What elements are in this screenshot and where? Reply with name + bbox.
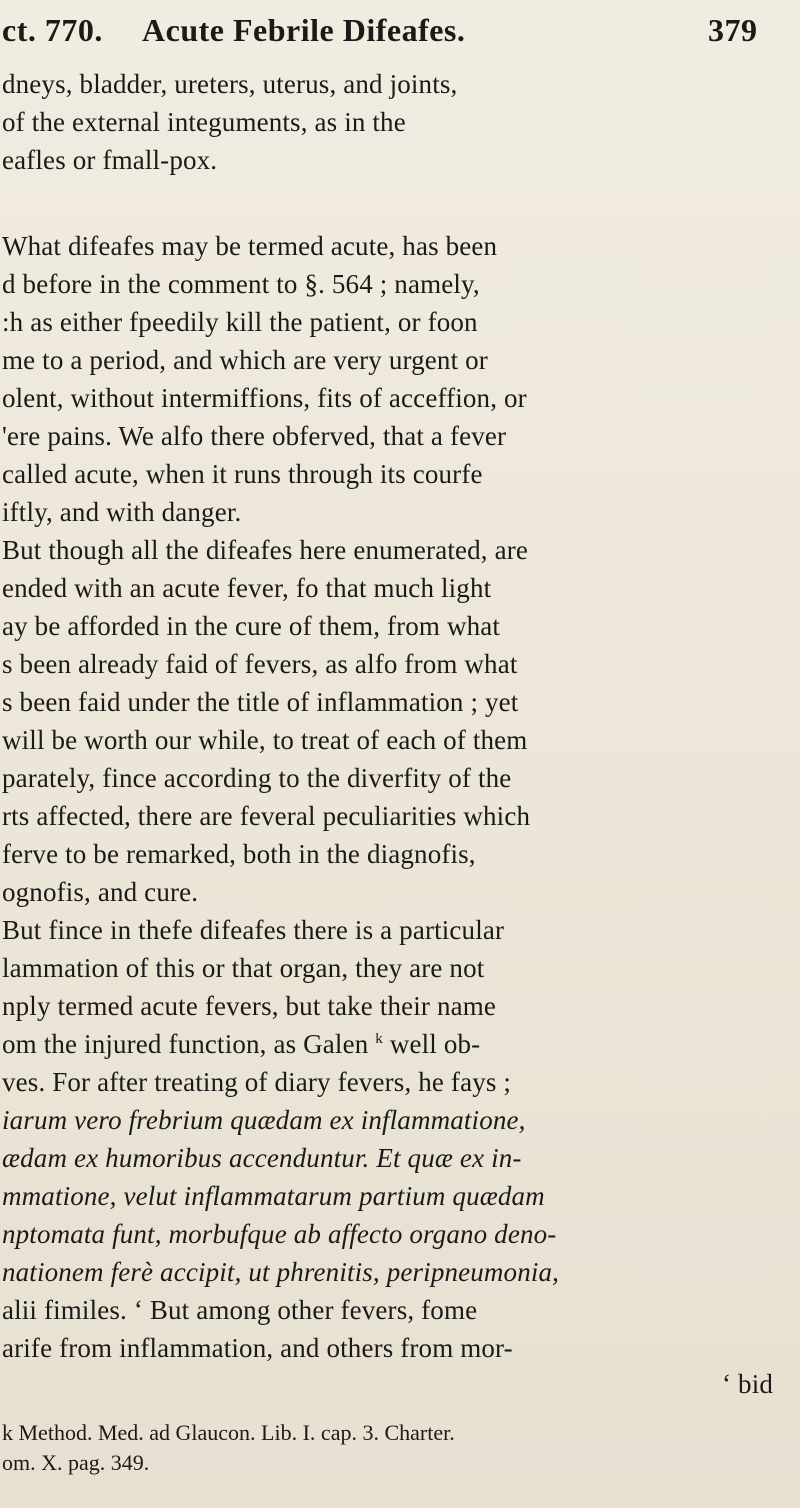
text-line: arife from inflammation, and others from mor- xyxy=(2,1333,513,1363)
text-line: s been already faid of fevers, as alfo from what xyxy=(2,649,518,679)
text-line: dneys, bladder, ureters, uterus, and joints, xyxy=(2,69,458,99)
text-line: eafles or fmall-pox. xyxy=(2,145,218,175)
section-number: ct. 770. xyxy=(2,12,103,48)
text-line: What difeafes may be termed acute, has been xyxy=(2,231,498,261)
latin-quote-line: ædam ex humoribus accenduntur. Et quæ ex in- xyxy=(2,1143,522,1173)
text-line: ended with an acute fever, fo that much light xyxy=(2,573,492,603)
text-line: 'ere pains. We alfo there obferved, that a fever xyxy=(2,421,507,451)
text-segment: om the injured function, as Galen xyxy=(2,1029,369,1059)
text-line: lammation of this or that organ, they are not xyxy=(2,953,485,983)
text-line: ves. For after treating of diary fevers, he fays ; xyxy=(2,1067,512,1097)
text-line: iftly, and with danger. xyxy=(2,497,242,527)
text-line: olent, without intermiffions, fits of acceffion, or xyxy=(2,383,527,413)
footnote-ref-k: k xyxy=(375,1031,383,1047)
text-line: will be worth our while, to treat of each of them xyxy=(2,725,528,755)
catchword: ‘ bid xyxy=(722,1369,773,1399)
text-line: ferve to be remarked, both in the diagnofis, xyxy=(2,839,476,869)
text-line: s been faid under the title of inflammation ; yet xyxy=(2,687,519,717)
text-line: But though all the difeafes here enumerated, are xyxy=(2,535,528,565)
text-line: parately, fince according to the diverfity of the xyxy=(2,763,512,793)
text-line: of the external integuments, as in the xyxy=(2,107,406,137)
footnote: k Method. Med. ad Glaucon. Lib. I. cap. 3. Charter. xyxy=(2,1420,455,1445)
text-line: called acute, when it runs through its courfe xyxy=(2,459,483,489)
text-line: nply termed acute fevers, but take their name xyxy=(2,991,497,1021)
text-line: me to a period, and which are very urgent or xyxy=(2,345,488,375)
text-segment-tail: well ob- xyxy=(389,1029,481,1059)
text-line: ay be afforded in the cure of them, from what xyxy=(2,611,501,641)
text-line: d before in the comment to §. 564 ; namely, xyxy=(2,269,480,299)
page-number: 379 xyxy=(708,12,758,48)
text-line: :h as either fpeedily kill the patient, or foon xyxy=(2,307,478,337)
running-head xyxy=(0,8,800,56)
running-title: Acute Febrile Difeafes. xyxy=(142,12,466,48)
footnote-continuation: om. X. pag. 349. xyxy=(2,1450,150,1475)
latin-quote-line: nationem ferè accipit, ut phrenitis, peripneumonia, xyxy=(2,1257,560,1287)
latin-quote-line: iarum vero frebrium quædam ex inflammatione, xyxy=(2,1105,526,1135)
text-line: rts affected, there are feveral peculiarities which xyxy=(2,801,531,831)
text-line: alii fimiles. ‘ But among other fevers, fome xyxy=(2,1295,478,1325)
text-line: ognofis, and cure. xyxy=(2,877,199,907)
latin-quote-line: nptomata funt, morbufque ab affecto organo deno- xyxy=(2,1219,557,1249)
text-line-with-footnote-ref xyxy=(2,1028,480,1060)
latin-quote-line: mmatione, velut inflammatarum partium quædam xyxy=(2,1181,545,1211)
text-line: But fince in thefe difeafes there is a particular xyxy=(2,915,505,945)
